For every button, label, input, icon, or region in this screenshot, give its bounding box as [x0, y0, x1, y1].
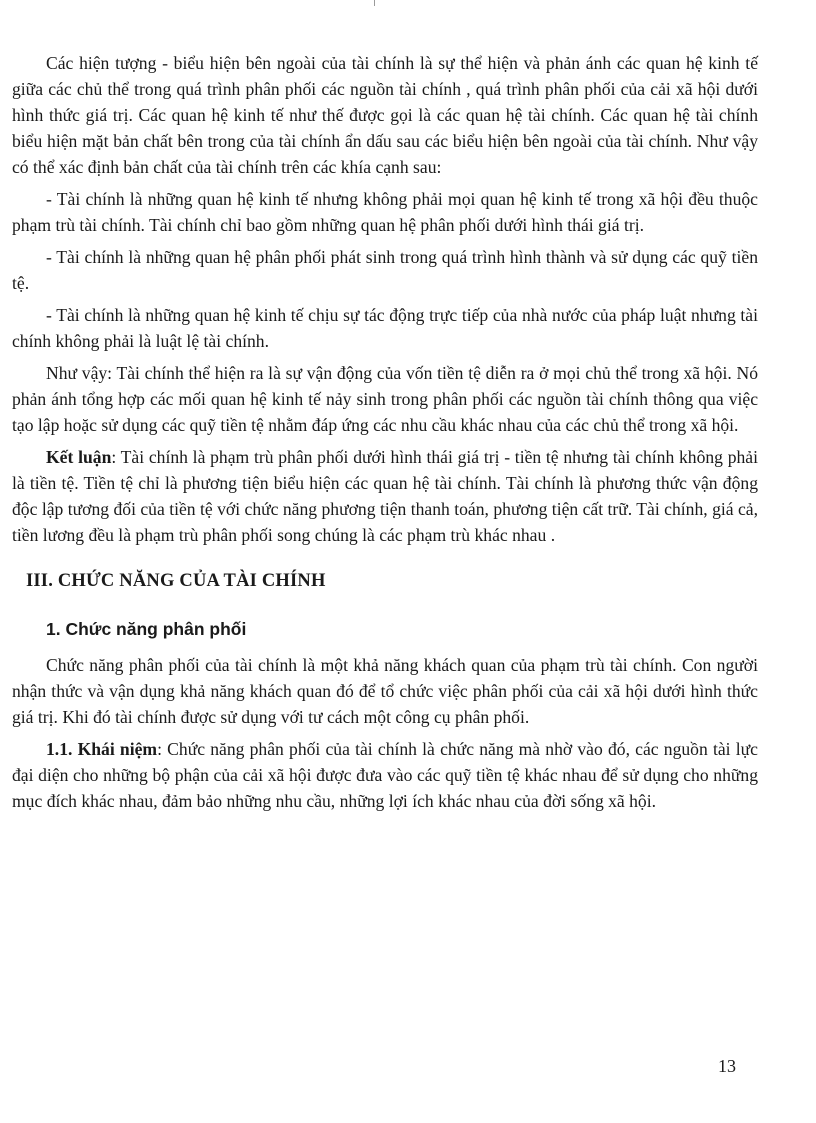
paragraph-function: Chức năng phân phối của tài chính là một khả năng khách quan của phạm trù tài chính. Con người nhận thức và vận dụng khả năng khách quan đó để tổ chức việc phân phối của cải xã hội dưới hình thức giá trị. Khi đó tài chính được sử dụng với tư cách một công cụ phân phối. [12, 655, 758, 727]
conclusion-text: : Tài chính là phạm trù phân phối dưới hình thái giá trị - tiền tệ nhưng tài chính không phải là tiền tệ. Tiền tệ chỉ là phương tiện biểu hiện các quan hệ tài chính. Tài chính là phương thức vận động độc lập tương đối của tiền tệ với chức năng phương tiện thanh toán, phương tiện cất trữ. Tài chính, giá cả, tiền lương đều là phạm trù phân phối song chúng là các phạm trù khác nhau . [12, 447, 758, 545]
page-content [12, 50, 758, 820]
subsection-title: 1. Chức năng phân phối [46, 619, 247, 639]
concept-label: 1.1. Khái niệm [46, 739, 158, 759]
scan-edge-mark [374, 0, 375, 6]
paragraph-intro: Các hiện tượng - biểu hiện bên ngoài của tài chính là sự thể hiện và phản ánh các quan hệ kinh tế giữa các chủ thể trong quá trình phân phối các nguồn tài chính , quá trình phân phối của cải xã hội dưới hình thức giá trị. Các quan hệ kinh tế như thế được gọi là các quan hệ tài chính. Các quan hệ tài chính biểu hiện mặt bản chất bên trong của tài chính ẩn dấu sau các biểu hiện bên ngoài của tài chính. Như vậy có thể xác định bản chất của tài chính trên các khía cạnh sau: [12, 53, 758, 177]
paragraph-bullet-3: - Tài chính là những quan hệ kinh tế chịu sự tác động trực tiếp của nhà nước của pháp luật nhưng tài chính không phải là luật lệ tài chính. [12, 305, 758, 351]
concept-text: : Chức năng phân phối của tài chính là chức năng mà nhờ vào đó, các nguồn tài lực đại diện cho những bộ phận của cải xã hội được đưa vào các quỹ tiền tệ khác nhau để sử dụng cho những mục đích khác nhau, đảm bảo những nhu cầu, những lợi ích khác nhau của đời sống xã hội. [12, 739, 758, 811]
paragraph-conclusion [12, 444, 758, 548]
section-title: III. CHỨC NĂNG CỦA TÀI CHÍNH [26, 571, 326, 591]
page-number: 13 [718, 1056, 736, 1076]
conclusion-label: Kết luận [46, 447, 112, 467]
paragraph-summary: Như vậy: Tài chính thể hiện ra là sự vận động của vốn tiền tệ diễn ra ở mọi chủ thể trong xã hội. Nó phản ánh tổng hợp các mối quan hệ kinh tế nảy sinh trong phân phối các nguồn tài chính thông qua việc tạo lập hoặc sử dụng các quỹ tiền tệ nhằm đáp ứng các nhu cầu khác nhau của các chủ thể trong xã hội. [12, 363, 758, 435]
paragraph-concept [12, 736, 758, 814]
paragraph-bullet-1: - Tài chính là những quan hệ kinh tế nhưng không phải mọi quan hệ kinh tế trong xã hội đều thuộc phạm trù tài chính. Tài chính chỉ bao gồm những quan hệ phân phối dưới hình thái giá trị. [12, 189, 758, 235]
paragraph-bullet-2: - Tài chính là những quan hệ phân phối phát sinh trong quá trình hình thành và sử dụng các quỹ tiền tệ. [12, 247, 758, 293]
